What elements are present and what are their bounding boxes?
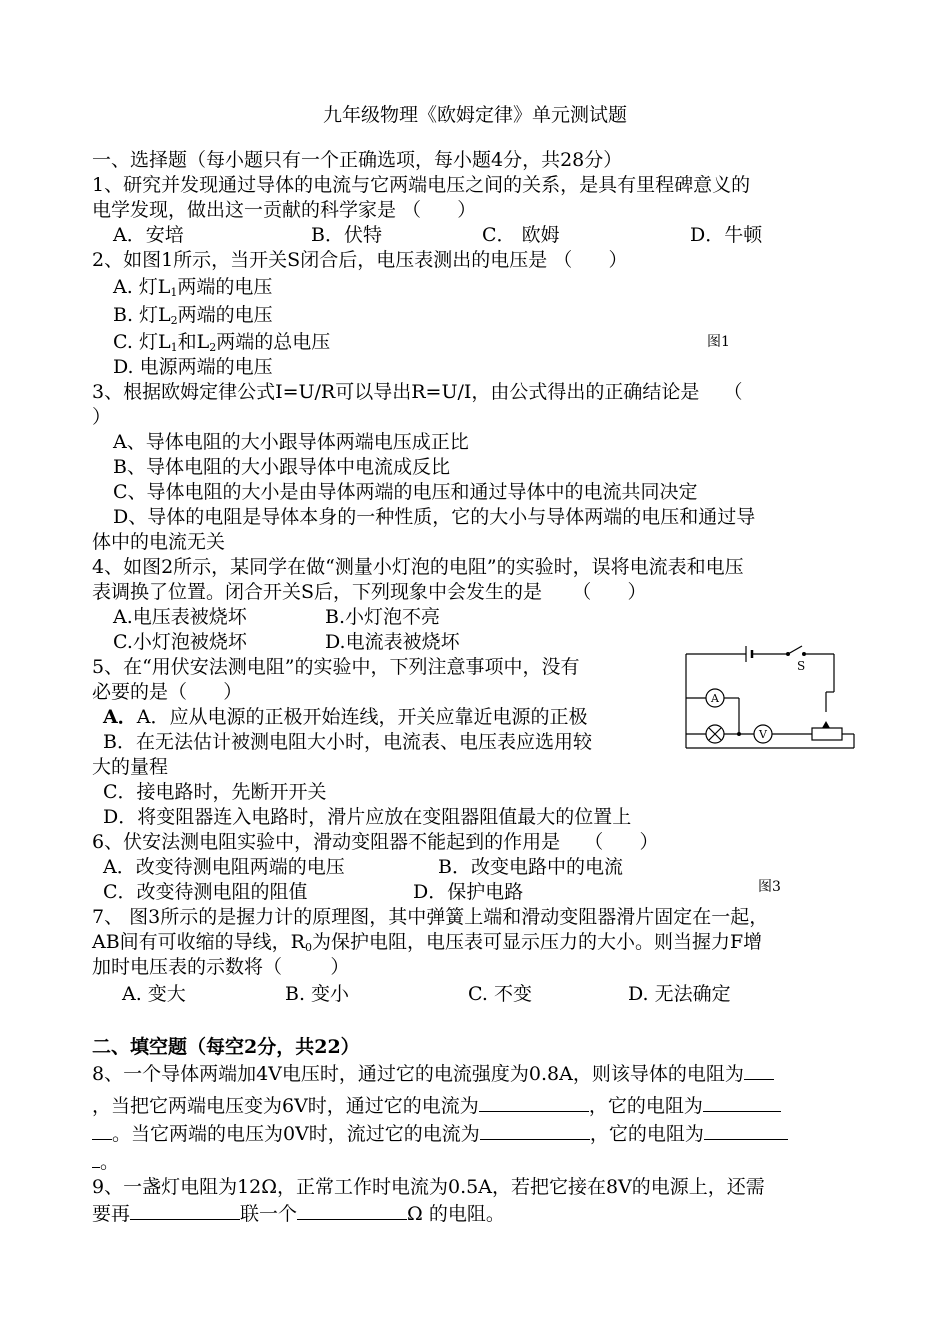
q6-option-b: B．改变电路中的电流: [438, 856, 623, 878]
answer-blank[interactable]: [130, 1200, 240, 1220]
q3-option-c: C、导体电阻的大小是由导体两端的电压和通过导体中的电流共同决定: [113, 481, 698, 503]
page-title: 九年级物理《欧姆定律》单元测试题: [322, 104, 627, 126]
answer-blank[interactable]: [744, 1060, 774, 1080]
question-8-line-2: ，当把它两端电压变为6V时，通过它的电流为 ，它的电阻为: [92, 1092, 781, 1119]
q4-option-c: C.小灯泡被烧坏: [113, 631, 247, 653]
q3-option-d-line-1: D、导体的电阻是导体本身的一种性质，它的大小与导体两端的电压和通过导: [113, 506, 756, 528]
q5-option-a: A．A．应从电源的正极开始连线，开关应靠近电源的正极: [103, 706, 588, 728]
q5-option-b-line-1: B．在无法估计被测电阻大小时，电流表、电压表应选用较: [103, 731, 592, 753]
q4-option-d: D.电流表被烧坏: [325, 631, 460, 653]
answer-blank[interactable]: [479, 1092, 589, 1112]
question-6-stem: 6、伏安法测电阻实验中，滑动变阻器不能起到的作用是 （ ）: [92, 831, 659, 853]
answer-blank[interactable]: [92, 1120, 112, 1140]
question-8-line-3: 。当它两端的电压为0V时，流过它的电流为 ，它的电阻为: [92, 1120, 788, 1147]
q2-option-d: D. 电源两端的电压: [113, 356, 273, 378]
question-5-line-2: 必要的是（ ）: [92, 681, 243, 703]
q4-option-b: B.小灯泡不亮: [325, 606, 441, 628]
q1-option-a: A．安培: [113, 224, 184, 246]
question-3-line-1: 3、根据欧姆定律公式I=U/R可以导出R=U/I，由公式得出的正确结论是 （: [92, 381, 743, 403]
answer-blank[interactable]: [480, 1120, 590, 1140]
q5-option-c: C．接电路时，先断开开关: [103, 781, 327, 803]
circuit-diagram: [684, 640, 864, 750]
q4-option-a: A.电压表被烧坏: [113, 606, 247, 628]
question-9-line-1: 9、一盏灯电阻为12Ω，正常工作时电流为0.5A，若把它接在8V的电源上，还需: [92, 1176, 765, 1198]
q2-option-b: B. 灯$L_2$两端的电压: [113, 304, 273, 327]
answer-blank[interactable]: [704, 1120, 788, 1140]
answer-blank[interactable]: [297, 1200, 407, 1220]
q2-option-c: C. 灯$L_1$和$L_2$两端的总电压: [113, 331, 331, 354]
q7-option-d: D. 无法确定: [628, 983, 731, 1005]
question-5-line-1: 5、在“用伏安法测电阻”的实验中，下列注意事项中，没有: [92, 656, 580, 678]
q3-option-b: B、导体电阻的大小跟导体中电流成反比: [113, 456, 450, 478]
slider-arrow: [822, 721, 830, 728]
question-1-line-2: 电学发现，做出这一贡献的科学家是 （ ）: [92, 199, 477, 221]
q3-option-d-line-2: 体中的电流无关: [92, 531, 226, 553]
q6-option-d: D．保护电路: [413, 881, 524, 903]
q6-option-c: C．改变待测电阻的阻值: [103, 881, 308, 903]
q2-option-a: A. 灯$L_1$两端的电压: [113, 276, 273, 299]
question-2-stem: 2、如图1所示，当开关S闭合后，电压表测出的电压是 （ ）: [92, 249, 628, 271]
ammeter-label: A: [711, 692, 719, 705]
question-7-line-3: 加时电压表的示数将（ ）: [92, 956, 350, 978]
switch-label: S: [797, 659, 806, 673]
q1-option-b: B．伏特: [311, 224, 382, 246]
question-9-line-2: 要再 联一个 Ω 的电阻。: [92, 1200, 505, 1227]
question-3-line-2: ）: [92, 406, 112, 428]
q5-option-b-line-2: 大的量程: [92, 756, 169, 778]
q7-option-a: A. 变大: [122, 983, 186, 1005]
q7-option-b: B. 变小: [285, 983, 350, 1005]
figure-1-caption: 图1: [707, 334, 730, 350]
q7-option-c: C. 不变: [468, 983, 532, 1005]
question-7-line-2: AB间有可收缩的导线，$R_0$为保护电阻，电压表可显示压力的大小。则当握力F增: [92, 931, 763, 954]
answer-blank[interactable]: [703, 1092, 781, 1112]
q1-option-d: D．牛顿: [690, 224, 763, 246]
switch-blade: [788, 646, 802, 654]
question-8-line-4: 。: [92, 1148, 119, 1175]
q5-option-d: D．将变阻器连入电路时，滑片应放在变阻器阻值最大的位置上: [103, 806, 632, 828]
q3-option-a: A、导体电阻的大小跟导体两端电压成正比: [113, 431, 469, 453]
question-4-line-2: 表调换了位置。闭合开关S后，下列现象中会发生的是 （ ）: [92, 581, 647, 603]
section-fill-heading: 二、填空题（每空2分，共22）: [92, 1036, 360, 1058]
section-choice-heading: 一、选择题（每小题只有一个正确选项，每小题4分，共28分）: [92, 149, 623, 171]
voltmeter-label: V: [759, 728, 767, 741]
q1-option-c: C． 欧姆: [482, 224, 560, 246]
question-8-line-1: 8、一个导体两端加4V电压时，通过它的电流强度为0.8A，则该导体的电阻为: [92, 1060, 774, 1087]
q6-option-a: A．改变待测电阻两端的电压: [103, 856, 345, 878]
question-1-line-1: 1、研究并发现通过导体的电流与它两端电压之间的关系，是具有里程碑意义的: [92, 174, 751, 196]
rheostat: [812, 728, 842, 740]
question-4-line-1: 4、如图2所示，某同学在做“测量小灯泡的电阻”的实验时，误将电流表和电压: [92, 556, 744, 578]
figure-3-caption: 图3: [758, 879, 781, 895]
answer-blank[interactable]: [92, 1148, 100, 1168]
question-7-line-1: 7、 图3所示的是握力计的原理图，其中弹簧上端和滑动变阻器滑片固定在一起，: [92, 906, 769, 928]
